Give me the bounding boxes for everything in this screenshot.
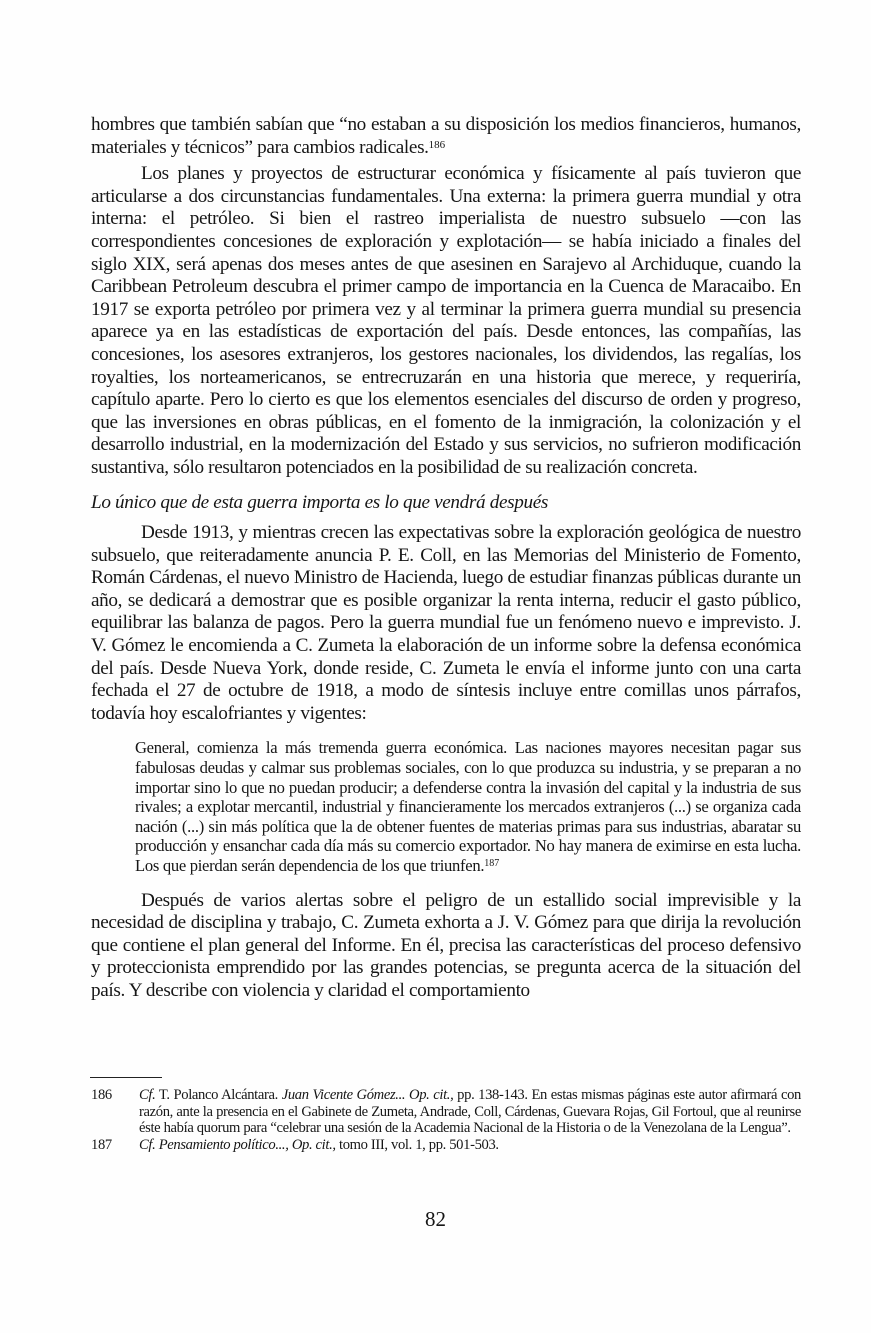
body-text xyxy=(91,114,801,1003)
paragraph-text: hombres que también sabían que “no estaban a su disposición los medios financieros, humanos, materiales y técnicos” para cambios radicales. xyxy=(91,114,801,158)
footnote-rest: pp. 138-143. En estas mismas páginas este autor afirmará con razón, ante la presencia en el Gabinete de Zumeta, Andrade, Coll, Cárdenas, Guevara Rojas, Gil Fortoul, que al reunirse éste había quorum para “celebrar una sesión de la Academia Nacional de la Historia o de la Venezolana de la Lengua”. xyxy=(139,1087,801,1137)
footnote-author: T. Polanco Alcántara. xyxy=(155,1087,282,1103)
block-quote xyxy=(135,738,801,875)
footnote-text xyxy=(139,1087,801,1137)
block-quote-text: General, comienza la más tremenda guerra económica. Las naciones mayores necesitan pagar sus fabulosas deudas y calmar sus problemas sociales, con lo que produzca su industria, y se preparan a no importar sino lo que no puedan producir; a defenderse contra la invasión del capital y la industria de sus rivales; a explotar mercantil, industrial y financieramente los mercados extranjeros (...) se organiza cada nación (...) sin más política que la de obtener fuentes de materias primas para sus industrias, abaratar su producción y ensanchar cada día más su comercio exportador. No hay manera de eximirse en esta lucha. Los que pierdan serán dependencia de los que triunfen. xyxy=(135,738,801,875)
section-heading: Lo único que de esta guerra importa es lo que vendrá después xyxy=(91,491,549,513)
footnote-186 xyxy=(91,1087,801,1137)
footnote-rest: tomo III, vol. 1, pp. 501-503. xyxy=(335,1136,499,1153)
paragraph-closing: Después de varios alertas sobre el peligro de un estallido social imprevisible y la necesidad de disciplina y trabajo, C. Zumeta exhorta a J. V. Gómez para que dirija la revolución que contiene el plan general del Informe. En él, precisa las características del proceso defensivo y proteccionista emprendido por las grandes potencias, se pregunta acerca de la situación del país. Y describe con violencia y claridad el comportamiento xyxy=(91,889,801,1001)
footnote-cf: Cf. xyxy=(139,1136,156,1153)
paragraph-oil-and-war: Los planes y proyectos de estructurar económica y físicamente al país tuvieron que articularse a dos circunstancias fundamentales. Una externa: la primera guerra mundial y otra interna: el petróleo. Si bien el rastreo imperialista de nuestro subsuelo —con las correspondientes concesiones de exploración y explotación— se había iniciado a finales del siglo XIX, será apenas dos meses antes de que asesinen en Sarajevo al Archiduque, cuando la Caribbean Petroleum descubra el primer campo de importancia en la Cuenca de Maracaibo. En 1917 se exporta petróleo por primera vez y al terminar la primera guerra mundial su presencia aparece ya en las estadísticas de exportación del país. Desde entonces, las compañías, las concesiones, los asesores extranjeros, los gestores nacionales, los dividendos, las regalías, los royalties, los norteamericanos, se entrecruzarán en una historia que merece, y requeriría, capítulo aparte. Pero lo cierto es que los elementos esenciales del discurso de orden y progreso, que las inversiones en obras públicas, en el fomento de la inmigración, la colonización y el desarrollo industrial, en la modernización del Estado y sus servicios, no sufrieron modificación sustantiva, sólo resultaron potenciados en la posibilidad de su realización concreta. xyxy=(91,163,801,478)
footnote-187 xyxy=(91,1137,801,1154)
footnote-title: Juan Vicente Gómez... Op. cit., xyxy=(281,1087,454,1103)
footnote-cf: Cf. xyxy=(139,1087,156,1103)
footnotes xyxy=(91,1087,801,1153)
footnote-number: 187 xyxy=(91,1136,112,1153)
footnote-separator-rule xyxy=(90,1077,162,1078)
paragraph-continuation xyxy=(91,114,801,159)
page-number: 82 xyxy=(425,1207,446,1231)
footnote-ref-187[interactable]: 187 xyxy=(484,858,500,869)
footnote-ref-186[interactable]: 186 xyxy=(428,138,446,151)
footnote-number: 186 xyxy=(91,1087,112,1103)
footnote-text xyxy=(139,1137,801,1154)
paragraph-since-1913: Desde 1913, y mientras crecen las expectativas sobre la exploración geológica de nuestro subsuelo, que reiteradamente anuncia P. E. Coll, en las Memorias del Ministerio de Fomento, Román Cárdenas, el nuevo Ministro de Hacienda, luego de estudiar finanzas públicas durante un año, se dedicará a demostrar que es posible organizar la renta interna, reducir el gasto público, equilibrar las balanza de pagos. Pero la guerra mundial fue un fenómeno nuevo e imprevisto. J. V. Gómez le encomienda a C. Zumeta la elaboración de un informe sobre la defensa económica del país. Desde Nueva York, donde reside, C. Zumeta le envía el informe junto con una carta fechada el 27 de octubre de 1918, a modo de síntesis incluye entre comillas unos párrafos, todavía hoy escalofriantes y vigentes: xyxy=(91,522,801,724)
footnote-title: Pensamiento político..., Op. cit., xyxy=(158,1136,336,1153)
